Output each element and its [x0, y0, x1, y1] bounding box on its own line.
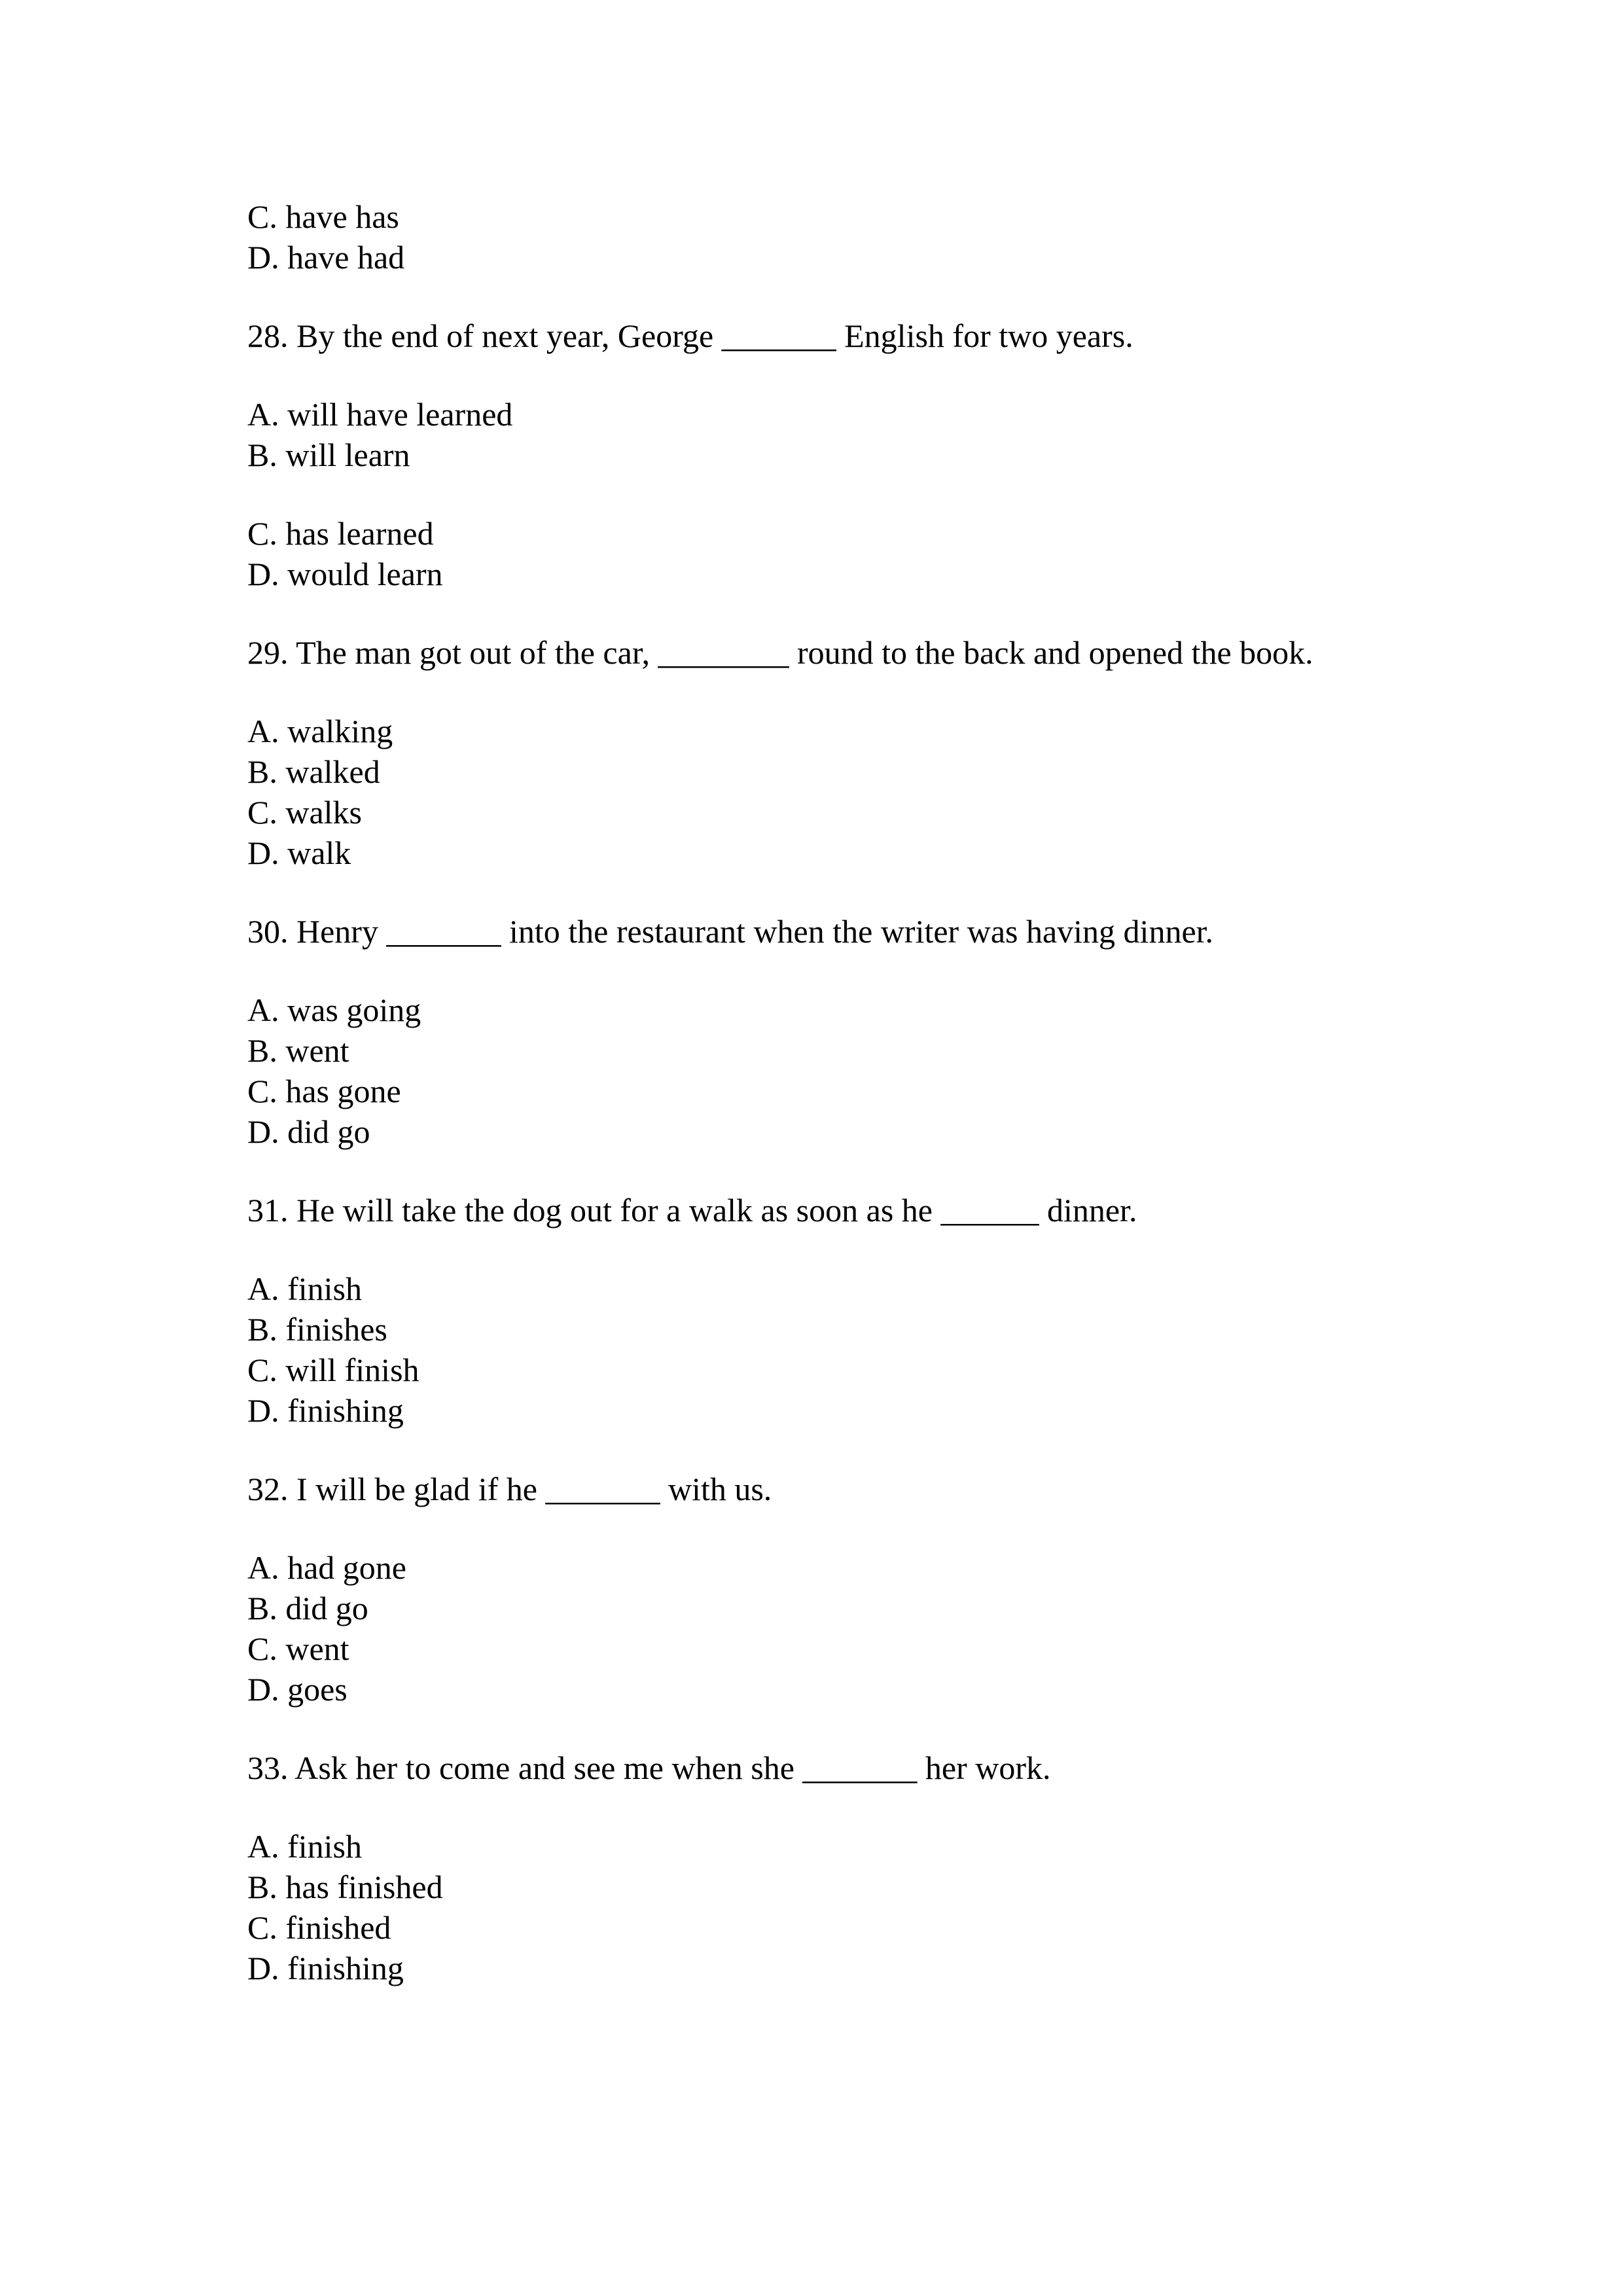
question-31 — [247, 1190, 1382, 1431]
option-c: C. finished — [247, 1909, 391, 1946]
option-d: D. finishing — [247, 1950, 404, 1986]
question-stem: 33. Ask her to come and see me when she _______ her work. — [247, 1749, 1051, 1786]
question-stem: 32. I will be glad if he _______ with us. — [247, 1471, 772, 1507]
option-b: B. finishes — [247, 1311, 387, 1348]
option-c: C. will finish — [247, 1352, 419, 1388]
option-a: A. will have learned — [247, 396, 513, 433]
question-stem: 30. Henry _______ into the restaurant when the writer was having dinner. — [247, 913, 1214, 950]
option-a: A. was going — [247, 992, 421, 1028]
option-d: D. walk — [247, 834, 351, 871]
option-d: D. did go — [247, 1113, 370, 1150]
option-b: B. will learn — [247, 437, 410, 473]
question-stem: 29. The man got out of the car, ________ round to the back and opened the book. — [247, 634, 1313, 671]
option-a: A. had gone — [247, 1549, 406, 1586]
question-28 — [247, 315, 1382, 594]
option-c: C. went — [247, 1630, 349, 1667]
continued-options — [247, 196, 1382, 278]
option-b: B. has finished — [247, 1869, 443, 1905]
option-d: D. would learn — [247, 556, 443, 592]
option-d: D. goes — [247, 1671, 348, 1708]
option-a: A. walking — [247, 713, 393, 749]
option-b: B. went — [247, 1032, 349, 1069]
option-c: C. walks — [247, 794, 362, 831]
option-a: A. finish — [247, 1828, 362, 1865]
option-b: B. did go — [247, 1590, 368, 1626]
question-29 — [247, 632, 1382, 873]
option-c: C. has learned — [247, 515, 434, 552]
option-d: D. finishing — [247, 1392, 404, 1429]
question-33 — [247, 1748, 1382, 1988]
option-a: A. finish — [247, 1270, 362, 1307]
option-c: C. has gone — [247, 1073, 401, 1109]
question-30 — [247, 911, 1382, 1152]
exam-page — [247, 196, 1382, 1988]
option-c: C. have has — [247, 198, 399, 235]
question-stem: 28. By the end of next year, George _______ English for two years. — [247, 317, 1133, 354]
question-32 — [247, 1469, 1382, 1710]
question-stem: 31. He will take the dog out for a walk as soon as he ______ dinner. — [247, 1192, 1137, 1229]
option-b: B. walked — [247, 753, 380, 790]
option-d: D. have had — [247, 239, 405, 276]
